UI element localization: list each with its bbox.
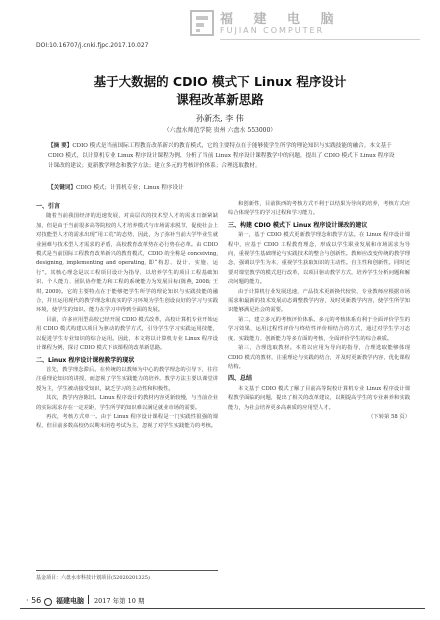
abstract-label: 【摘 要】 <box>48 143 73 149</box>
doi: DOI:10.16707/j.cnki.fjpc.2017.10.027 <box>36 42 149 49</box>
paragraph: 本文基于 CDIO 模式了解了目前高等院校计算机专业 Linux 程序设计课程教学面临的问题，提出了相关的改革建议，以期提高学生的专业素养和实践能力，为社会培养更多高素质的应用型人才。 <box>228 385 410 411</box>
keywords <box>48 183 396 191</box>
paragraph: 再次，考核方式单一。由于 Linux 程序设计课程是一门实践性很强的课程，但目前多数高校仍以期末闭卷考试为主，忽视了对学生实践能力的考核。 <box>36 413 218 430</box>
masthead <box>190 6 430 50</box>
page-number: · 56 · <box>26 596 47 605</box>
paragraph: 第一，基于 CDIO 模式更新教学理念和教学方法。在 Linux 程序设计课程中，应基于 CDIO 工程教育理念，形成以学生职业发展和市场需求为导向，重视学生基础理论与实践技术的整合与创新性。教师应改变传统的教学理念，强调以学生为本，重视学生获取知识的主动性。自主性和创新性。同时还要对课堂教学的模式进行改革，以项目驱动教学方式，培养学生分析问题和解决问题的能力。 <box>228 232 410 286</box>
masthead-rule <box>220 39 420 40</box>
paragraph: 目前，许多应用型高校已经开展 CDIO 模式改革，高校计算机专业开始运用 CDIO 模式构建以项目为驱动的教学方式，引导学生学习实践运用技能，以促进学生专业知识的综合运用。因此，本文将以计算机专业 Linux 程序设计课程为例，探讨 CDIO 模式下该课程的改革新思路。 <box>36 316 218 352</box>
keywords-text: CDIO 模式；计算机专业；Linux 程序设计 <box>75 185 184 191</box>
abstract <box>48 141 396 171</box>
section-heading: 一、引言 <box>36 203 61 210</box>
paragraph: 随着当前我国经济的迅速发展，对高层次的技术型人才的需求日渐紧缺加，但是由于当前很多高等院校的人才培养模式与市场需求脱节，促使社会上对技能型人才的需求出现“用工荒”的态势，因此，为了弥补当前大学毕业生就业困难与技术型人才需求的矛盾，高校教育改革势在必行势在必革。由 CDIO 模式是当前国际工程教育改革新兴的教育模式，CDIO 的全称是 conceiving, designing, implementing and operating, 即“构思、设计、实施、运行”。其核心理念是以工程项目设计为指导，以培养学生的项目工程基础知识、个人能力、团队协作能力和工程的系统能力为发展目标(陈燕, 2008; 王琪, 2009)。它的主要特点在于能够把学生所学的理论知识与实践技能的融合，并且运用现代的教学理念和真实的学习环境为学生创设良好的学习与实践环境，使学生的知识、能力在学习中得到全面的发展。 <box>36 213 218 314</box>
left-column <box>36 200 218 432</box>
section-heading: 四、总结 <box>228 375 253 383</box>
keywords-label: 【关键词】 <box>48 185 76 191</box>
paragraph: 第三，合理选取教材。本着以应用为导向的指导，合理选取能够体现 CDIO 模式的教材，注重理论与实践的结合，并及时更新教学内容，优化课程结构。 <box>228 345 410 370</box>
article-title-line1: 基于大数据的 CDIO 模式下 Linux 程序设计 <box>93 74 347 89</box>
issue-date: 2017 年第 10 期 <box>94 597 145 605</box>
paragraph: 第二，建立多元的考核评价体系。多元的考核体系有利于全面评价学生的学习效果，运用过程性评价与终结性评价相结合的方式，通过对学生学习态度、实践能力、创新能力等多方面的考核，全面评价学生的综合素质。 <box>228 316 410 342</box>
article-title-line2: 课程改革新思路 <box>176 92 264 107</box>
footer-journal-name: 福建电脑 <box>56 597 84 605</box>
paragraph: 和创新性，目前陕西的考核方式不利于以结果为导向的培养，考核方式应综合体现学生的学习过程和学习能力。 <box>228 201 410 217</box>
footer-rule <box>20 608 425 609</box>
continued-note: （下转第 58 页） <box>368 413 410 420</box>
footer-divider <box>88 595 89 604</box>
affiliation: （六盘水师范学院 贵州 六盘水 553000） <box>163 127 277 134</box>
right-column <box>228 200 410 422</box>
journal-mark-icon <box>44 598 52 606</box>
journal-logo-icon <box>190 10 214 36</box>
masthead-chinese-name: 福 建 电 脑 <box>220 12 342 27</box>
authors: 孙新杰, 李 伟 <box>196 114 244 123</box>
paragraph: 由于计算机行业发展迅速，产品技术更新换代较快，专业教师应根据市场需求和最新的技术发展动态调整教学内容，及时更新教学内容，使学生所学知识能够满足社会的需要。 <box>228 288 410 314</box>
abstract-text: CDIO 模式是当前国际工程教育改革新兴的教育模式，它的主要特点在于能够使学生所学的理论知识与实践技能的融合。本文基于 CDIO 模式，以计算机专业 Linux 程序设计课程为例，分析了当前 Linux 程序设计课程教学中的问题，提出了 CDIO 模式下 Linux 程序设计课改的建议；更新教学理念和教学方法；建立多元的考核评价体系；合理选取教材。 <box>48 143 395 169</box>
section-heading: 二、Linux 程序设计课程教学的现状 <box>36 356 135 364</box>
fund-footnote: 基金项目：六盘水市科技计划项目(52020201325) <box>36 570 218 581</box>
paragraph: 首先，教学理念滞后。在传统的以教师为中心的教学理念的引导下，往往注重理论知识的讲授，而忽视了学生实践能力的培养。教学方法主要以课堂讲授为主，学生被动接受知识，缺乏学习的主动性和积极性。 <box>36 366 218 392</box>
section-heading: 三、构建 CDIO 模式下 Linux 程序设计课改的建议 <box>228 221 368 229</box>
page-footer <box>0 590 440 620</box>
paragraph: 其次，教学内容陈旧。Linux 程序设计的教材内容更新较慢，与当前企业的实际需求存在一定差距，学生所学的知识难以满足就业市场的需要。 <box>36 395 218 411</box>
masthead-english-name: FUJIAN COMPUTER <box>220 26 325 35</box>
